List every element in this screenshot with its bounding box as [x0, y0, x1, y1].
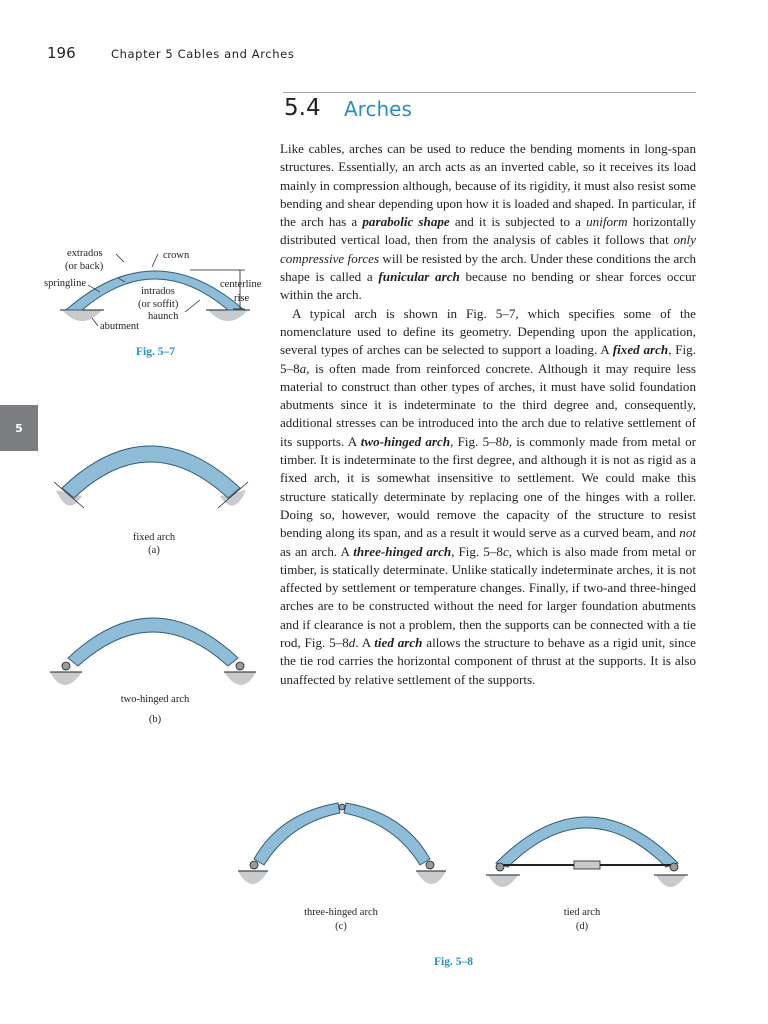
- text-run: horizontally distributed vertical load, then from the analysis of cables it follows that: [280, 214, 696, 248]
- fig-letter: c: [502, 543, 509, 559]
- support-left: [50, 672, 82, 685]
- fig-5-8b-name: two-hinged arch: [120, 694, 190, 705]
- paragraph-2: [280, 305, 696, 689]
- fig-5-8c-three-hinged-arch: [234, 795, 450, 900]
- abutment-left: [62, 310, 102, 321]
- emphasis-not: not: [679, 525, 696, 541]
- text-run: , is often made from reinforced concrete. Although it may require less material to construct than other types of arches, it must have solid foundation abutments since it is indeterminate to the third degree and, consequently, additional stresses can be introduced into the arch due to relative settlement of its supports. A: [280, 360, 696, 449]
- text-run: , Fig. 5–8: [450, 433, 503, 449]
- leader-abutment: [92, 318, 98, 326]
- turnbuckle: [574, 861, 600, 869]
- fig-5-8a-fixed-arch: [50, 418, 250, 518]
- emphasis-uniform: uniform: [586, 214, 628, 230]
- term-parabolic-shape: parabolic shape: [362, 214, 450, 230]
- label-intrados: intrados: [141, 286, 175, 297]
- support-left: [488, 875, 518, 887]
- text-run: will be resisted by the arch. Under these conditions the arch shape is called a: [280, 250, 696, 285]
- fig-5-8b-two-hinged-arch: [48, 590, 258, 700]
- label-springline: springline: [44, 278, 86, 289]
- fig-5-8d-letter: (d): [575, 921, 589, 932]
- section-title: Arches: [344, 97, 412, 121]
- term-funicular-arch: funicular arch: [378, 269, 460, 285]
- page-number: 196: [47, 44, 76, 62]
- text-run: . A: [355, 635, 375, 651]
- hinge-left: [250, 861, 258, 869]
- chapter-tab-label: 5: [15, 421, 23, 435]
- text-run: allows the structure to behave as a rigid unit, since the tie rod carries the horizontal component of thrust at the supports. It is also unaffected by relative settlement of the supports.: [280, 635, 696, 687]
- fig-5-8d-tied-arch: [484, 795, 690, 900]
- pin-left: [496, 863, 504, 871]
- text-run: and it is subjected to a: [449, 214, 587, 230]
- leader-haunch: [185, 300, 200, 312]
- fig-5-8d-name: tied arch: [563, 907, 601, 918]
- term-two-hinged-arch: two-hinged arch: [360, 433, 451, 449]
- arch-rib: [62, 446, 240, 498]
- hinge-crown: [339, 804, 345, 810]
- support-right: [656, 875, 686, 887]
- label-centerline: centerline: [220, 279, 262, 290]
- support-left: [238, 871, 268, 884]
- term-fixed-arch: fixed arch: [612, 342, 669, 358]
- emphasis-only-compressive: only compressive forces: [280, 232, 696, 266]
- fig-5-7-caption: Fig. 5–7: [136, 346, 175, 358]
- text-run: , Fig. 5–8: [280, 342, 696, 376]
- arch-half-left: [254, 803, 340, 865]
- section-number: 5.4: [284, 95, 321, 121]
- roller-right: [670, 863, 678, 871]
- fig-5-8a-name: fixed arch: [132, 532, 176, 543]
- text-run: , which is also made from metal or timber, is statically determinate. Unlike statically indeterminate arches, it is not affected by settlement or temperature changes. Finally, if two-and three-hinged arches are to be constructed without the need for larger foundation abutments and if clearance is not a problem, then the supports can be connected with a tie rod, Fig. 5–8: [280, 543, 697, 651]
- chapter-title: Chapter 5 Cables and Arches: [111, 47, 295, 61]
- arch-rib: [68, 618, 238, 666]
- text-run: , is commonly made from metal or timber. It is indeterminate to the first degree, and although it is not as rigid as a fixed arch, it is somewhat insensitive to settlement. We could make this structure statically determinate by replacing one of the hinges with a roller. Doing so, however, would remove the capacity of the structure to resist bending along its span, and as a result it would serve as a curved beam, and: [280, 433, 696, 541]
- leader-extrados: [116, 254, 124, 262]
- fig-5-8a-letter: (a): [148, 545, 160, 556]
- label-extrados: extrados: [67, 248, 103, 259]
- support-right: [224, 672, 256, 685]
- fig-5-8b-letter: (b): [148, 714, 162, 725]
- leader-crown: [152, 254, 158, 267]
- section-rule: [283, 92, 696, 93]
- support-right: [416, 871, 446, 884]
- text-run: Like cables, arches can be used to reduce the bending moments in long-span structures. Essentially, an arch acts as an inverted cable, so it receives its load mainly in compression although, because of its rigidity, it must also resist some bending and shear depending upon how it is loaded and shaped. In particular, if the arch has a: [280, 141, 696, 230]
- chapter-tab: [0, 405, 38, 451]
- label-or-soffit: (or soffit): [138, 299, 179, 310]
- text-run: , Fig. 5–8: [451, 543, 503, 559]
- label-crown: crown: [163, 250, 190, 261]
- hinge-right: [426, 861, 434, 869]
- term-three-hinged-arch: three-hinged arch: [353, 543, 452, 559]
- text-run: as an arch. A: [280, 543, 354, 559]
- label-rise: rise: [234, 293, 250, 304]
- body-text: [280, 140, 696, 689]
- paragraph-1: [280, 140, 696, 305]
- fig-letter: d: [348, 635, 356, 651]
- label-abutment: abutment: [100, 321, 140, 332]
- arch-rib: [496, 817, 678, 867]
- abutment-right: [208, 310, 248, 321]
- fig-5-8c-letter: (c): [335, 921, 347, 932]
- text-run: A typical arch is shown in Fig. 5–7, which specifies some of the nomenclature used to define its geometry. Depending upon the application, several types of arches can be selected to support a loading. A: [280, 305, 696, 358]
- fig-5-8c-name: three-hinged arch: [304, 907, 378, 918]
- fig-letter: b: [502, 433, 509, 449]
- hinge-right: [236, 662, 244, 670]
- label-or-back: (or back): [65, 261, 104, 272]
- term-tied-arch: tied arch: [374, 635, 423, 651]
- fig-5-8-caption: Fig. 5–8: [434, 956, 473, 968]
- text-run: because no bending or shear forces occur within the arch.: [280, 269, 696, 303]
- hinge-left: [62, 662, 70, 670]
- arch-half-right: [344, 803, 430, 865]
- fig-letter: a: [299, 360, 307, 376]
- label-haunch: haunch: [148, 311, 179, 322]
